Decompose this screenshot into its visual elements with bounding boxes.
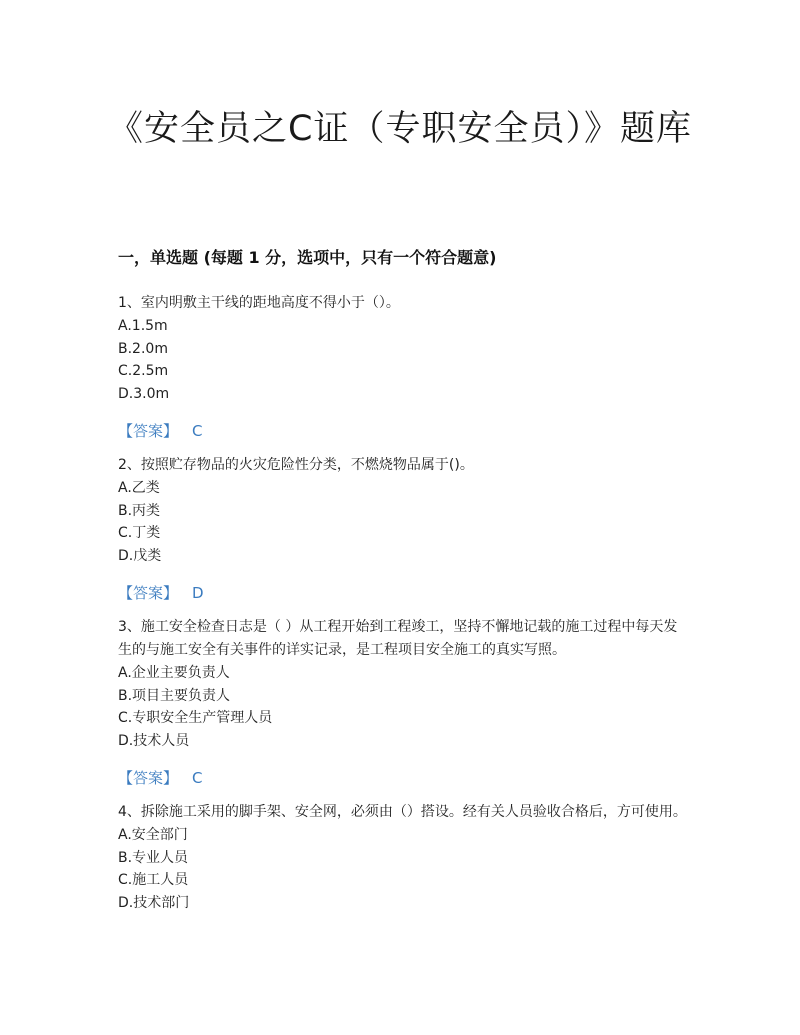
question-1 <box>118 292 688 442</box>
answer-value: C <box>192 422 203 440</box>
option-c: C.专职安全生产管理人员 <box>118 710 273 726</box>
option-a: A.企业主要负责人 <box>118 665 230 681</box>
option-d: D.技术人员 <box>118 732 190 749</box>
document-title: 《安全员之C证（专职安全员）》题库 <box>108 109 692 149</box>
answer-value: D <box>192 584 204 602</box>
option-c: C.2.5m <box>118 363 169 379</box>
option-a: A.1.5m <box>118 318 168 334</box>
answer-value: C <box>192 769 203 787</box>
answer-line <box>118 420 688 442</box>
answer-line <box>118 767 688 789</box>
option-a: A.安全部门 <box>118 827 188 843</box>
option-b: B.丙类 <box>118 502 161 519</box>
question-text: 4、拆除施工采用的脚手架、安全网，必须由（）搭设。经有关人员验收合格后，方可使用。 <box>118 804 687 820</box>
answer-label: 【答案】 <box>118 584 179 602</box>
option-b: B.专业人员 <box>118 849 189 866</box>
answer-line <box>118 582 688 604</box>
question-4 <box>118 801 688 914</box>
option-c: C.丁类 <box>118 525 161 541</box>
section-heading: 一，单选题 (每题 1 分，选项中，只有一个符合题意) <box>118 248 497 267</box>
question-text: 2、按照贮存物品的火灾危险性分类，不燃烧物品属于()。 <box>118 457 474 473</box>
option-d: D.3.0m <box>118 385 170 402</box>
option-b: B.2.0m <box>118 340 168 357</box>
answer-label: 【答案】 <box>118 422 179 440</box>
option-a: A.乙类 <box>118 480 160 496</box>
question-3 <box>118 616 688 789</box>
option-b: B.项目主要负责人 <box>118 687 231 704</box>
option-d: D.技术部门 <box>118 894 190 911</box>
option-c: C.施工人员 <box>118 872 189 888</box>
option-d: D.戊类 <box>118 547 162 564</box>
question-2 <box>118 454 688 604</box>
question-list <box>118 292 688 922</box>
question-text: 3、施工安全检查日志是（ ）从工程开始到工程竣工，坚持不懈地记载的施工过程中每天发生的与施工安全有关事件的详实记录，是工程项目安全施工的真实写照。 <box>118 619 678 658</box>
question-text: 1、室内明敷主干线的距地高度不得小于（）。 <box>118 295 400 311</box>
answer-label: 【答案】 <box>118 769 179 787</box>
